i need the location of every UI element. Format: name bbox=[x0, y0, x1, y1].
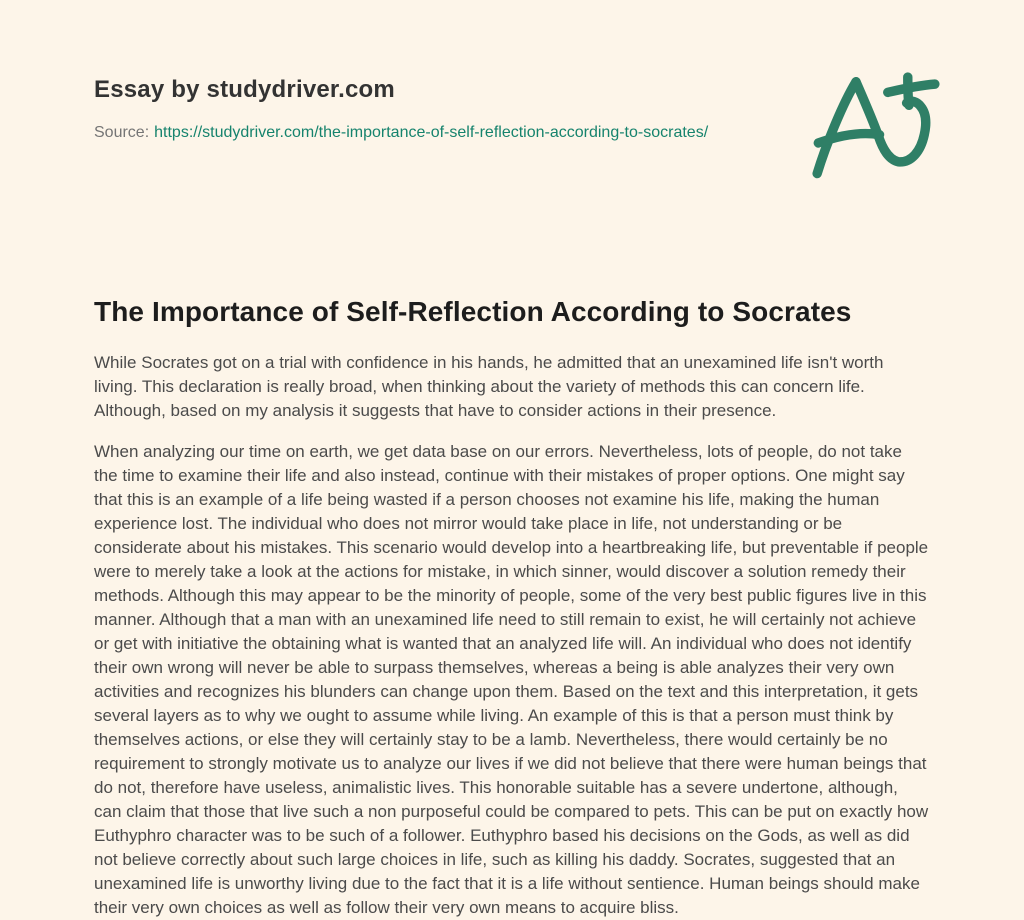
essay-paragraph-2: When analyzing our time on earth, we get data base on our errors. Nevertheless, lots of people, do not take the time to examine their life and also instead, continue with their mistakes of proper options. One might say that this is an example of a life being wasted if a person chooses not examine his life, making the human experience lost. The individual who does not mirror would take place in life, not understanding or be considerate about his mistakes. This scenario would develop into a heartbreaking life, but preventable if people were to merely take a look at the actions for mistake, in which sinner, would discover a solution remedy their methods. Although this may appear to be the minority of people, some of the very best public figures live in this manner. Although that a man with an unexamined life need to still remain to exist, he will certainly not achieve or get with initiative the obtaining what is wanted that an analyzed life will. An individual who does not identify their own wrong will never be able to surpass themselves, whereas a being is able analyzes their very own activities and recognizes his blunders can change upon them. Based on the text and this interpretation, it gets several layers as to why we ought to assume while living. An example of this is that a person must think by themselves actions, or else they will certainly stay to be a lamb. Nevertheless, there would certainly be no requirement to strongly motivate us to analyze our lives if we did not believe that there were human beings that do not, therefore have useless, animalistic lives. This honorable suitable has a severe undertone, although, can claim that those that live such a non purposeful could be compared to pets. This can be put on exactly how Euthyphro character was to be such of a follower. Euthyphro based his decisions on the Gods, as well as did not believe correctly about such large choices in life, such as killing his daddy. Socrates, suggested that an unexamined life is unworthy living due to the fact that it is a life without sentience. Human beings should make their very own choices as well as follow their very own means to acquire bliss. bbox=[94, 442, 929, 917]
header-text-block bbox=[94, 76, 708, 144]
essay-content bbox=[94, 295, 930, 920]
page-header bbox=[94, 76, 930, 183]
page-heading: Essay by studydriver.com bbox=[94, 76, 395, 103]
studydriver-a-plus-logo-icon bbox=[810, 70, 942, 183]
essay-paragraph-1: While Socrates got on a trial with confidence in his hands, he admitted that an unexamined life isn't worth living. This declaration is really broad, when thinking about the variety of methods this can concern life. Although, based on my analysis it suggests that have to consider actions in their presence. bbox=[94, 353, 884, 420]
essay-title: The Importance of Self-Reflection According to Socrates bbox=[94, 296, 852, 327]
source-link[interactable]: https://studydriver.com/the-importance-of-self-reflection-according-to-socrates/ bbox=[154, 124, 709, 141]
source-label: Source: bbox=[94, 124, 150, 141]
essay-page bbox=[94, 0, 930, 920]
source-line bbox=[94, 122, 708, 144]
